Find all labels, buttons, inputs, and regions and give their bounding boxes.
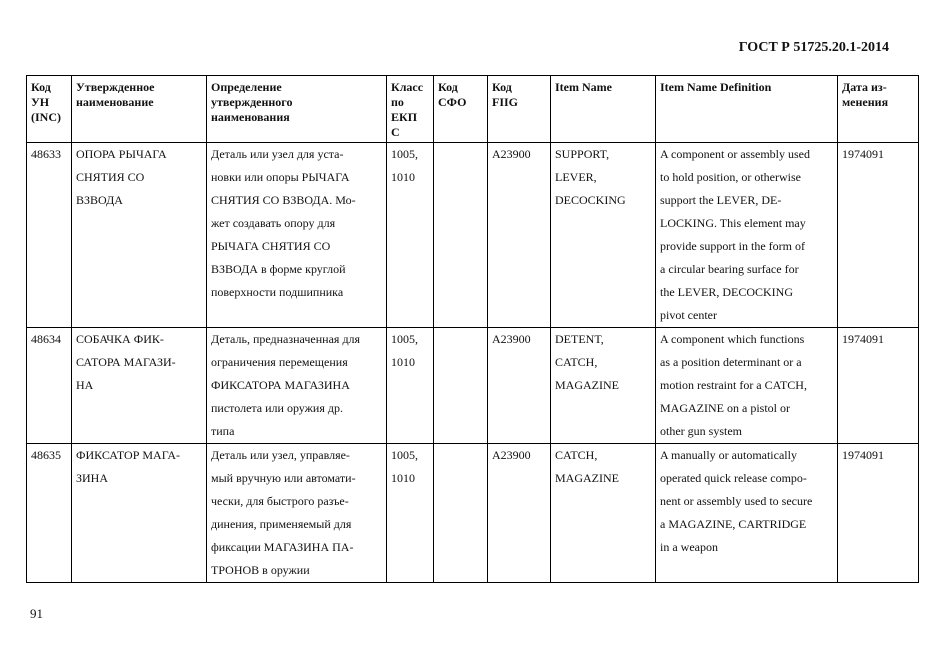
cell-line: support the LEVER, DE- [660,193,782,207]
class-cell [387,143,434,328]
col-approved-name-header [72,76,207,143]
col-definition-header [207,76,387,143]
item-name-cell [551,328,656,444]
header-line: Дата из- [842,80,887,94]
header-line: менения [842,95,889,109]
cell-value: 1974091 [842,448,884,462]
cell-line: 1010 [391,355,415,369]
page-number: 91 [30,606,43,621]
item-name-cell [551,143,656,328]
fiig-cell [488,143,551,328]
col-item-name-header [551,76,656,143]
cell-line: to hold position, or otherwise [660,170,801,184]
header-line: Item Name Definition [660,80,772,94]
cell-line: DETENT, [555,332,604,346]
cell-line: НА [76,378,94,392]
cell-line: in a weapon [660,540,718,554]
sfo-cell [434,143,488,328]
cell-line: operated quick release compo- [660,471,807,485]
inc-cell [27,143,72,328]
cell-line: pivot center [660,308,717,322]
cell-line: мый вручную или автомати- [211,471,356,485]
table-row [27,444,919,583]
cell-value: A23900 [492,147,531,161]
cell-value: 48633 [31,147,61,161]
header-line: С [391,125,400,139]
cell-line: Деталь или узел, управляе- [211,448,350,462]
fiig-cell [488,444,551,583]
document-code: ГОСТ Р 51725.20.1-2014 [738,40,889,55]
cell-line: A component which functions [660,332,805,346]
col-sfo-header [434,76,488,143]
col-change-date-header [838,76,919,143]
change-date-cell [838,143,919,328]
header-line: Утвержденное [76,80,155,94]
sfo-cell [434,328,488,444]
header-line: (INC) [31,110,61,124]
cell-line: MAGAZINE [555,378,619,392]
cell-line: SUPPORT, [555,147,610,161]
cell-line: новки или опоры РЫЧАГА [211,170,350,184]
definition-cell [207,328,387,444]
cell-line: 1005, [391,332,418,346]
sfo-cell [434,444,488,583]
header-line: Определение [211,80,282,94]
cell-line: a MAGAZINE, CARTRIDGE [660,517,807,531]
cell-line: 1010 [391,170,415,184]
table-row [27,328,919,444]
header-line: Класс [391,80,424,94]
cell-line: СНЯТИЯ СО [76,170,145,184]
cell-line: ФИКСАТОРА МАГАЗИНА [211,378,350,392]
cell-line: the LEVER, DECOCKING [660,285,793,299]
catalog-table [26,75,919,583]
cell-line: ВЗВОДА в форме круглой [211,262,346,276]
cell-line: ограничения перемещения [211,355,348,369]
cell-value: 1974091 [842,147,884,161]
cell-line: CATCH, [555,448,598,462]
inc-cell [27,328,72,444]
cell-line: фиксации МАГАЗИНА ПА- [211,540,354,554]
header-line: Item Name [555,80,612,94]
cell-line: типа [211,424,235,438]
cell-line: ЗИНА [76,471,109,485]
cell-line: MAGAZINE [555,471,619,485]
header-line: Код [31,80,51,94]
cell-line: ФИКСАТОР МАГА- [76,448,181,462]
table-row [27,143,919,328]
cell-line: 1005, [391,448,418,462]
cell-line: A component or assembly used [660,147,810,161]
header-line: по [391,95,404,109]
cell-line: СОБАЧКА ФИК- [76,332,164,346]
cell-line: DECOCKING [555,193,626,207]
approved-name-cell [72,328,207,444]
col-inc-header [27,76,72,143]
cell-line: ОПОРА РЫЧАГА [76,147,167,161]
header-line: наименования [211,110,290,124]
cell-line: a circular bearing surface for [660,262,799,276]
cell-value: A23900 [492,332,531,346]
cell-line: пистолета или оружия др. [211,401,343,415]
header-line: УН [31,95,50,109]
header-line: Код [492,80,512,94]
cell-value: 48635 [31,448,61,462]
approved-name-cell [72,143,207,328]
cell-line: жет создавать опору для [211,216,336,230]
item-definition-cell [656,143,838,328]
cell-line: динения, применяемый для [211,517,352,531]
cell-line: 1010 [391,471,415,485]
cell-line: as a position determinant or a [660,355,802,369]
inc-cell [27,444,72,583]
item-definition-cell [656,328,838,444]
cell-line: чески, для быстрого разъе- [211,494,349,508]
col-item-definition-header [656,76,838,143]
cell-line: Деталь или узел для уста- [211,147,344,161]
cell-line: ТРОНОВ в оружии [211,563,310,577]
header-line: СФО [438,95,467,109]
change-date-cell [838,444,919,583]
cell-line: поверхности подшипника [211,285,344,299]
cell-line: LOCKING. This element may [660,216,806,230]
cell-line: MAGAZINE on a pistol or [660,401,790,415]
cell-line: provide support in the form of [660,239,805,253]
cell-value: 48634 [31,332,61,346]
cell-line: Деталь, предназначенная для [211,332,361,346]
cell-line: ВЗВОДА [76,193,123,207]
cell-line: other gun system [660,424,742,438]
cell-line: РЫЧАГА СНЯТИЯ СО [211,239,331,253]
item-name-cell [551,444,656,583]
class-cell [387,444,434,583]
cell-line: СНЯТИЯ СО ВЗВОДА. Мо- [211,193,356,207]
cell-line: LEVER, [555,170,597,184]
header-line: Код [438,80,458,94]
cell-line: motion restraint for a CATCH, [660,378,807,392]
definition-cell [207,143,387,328]
cell-value: A23900 [492,448,531,462]
cell-line: nent or assembly used to secure [660,494,813,508]
fiig-cell [488,328,551,444]
cell-line: CATCH, [555,355,598,369]
cell-line: A manually or automatically [660,448,797,462]
header-line: ЕКП [391,110,418,124]
col-class-header [387,76,434,143]
item-definition-cell [656,444,838,583]
cell-value: 1974091 [842,332,884,346]
approved-name-cell [72,444,207,583]
col-fiig-header [488,76,551,143]
header-line: утвержденного [211,95,293,109]
table-header-row [27,76,919,143]
header-line: FIIG [492,95,519,109]
change-date-cell [838,328,919,444]
cell-line: САТОРА МАГАЗИ- [76,355,176,369]
definition-cell [207,444,387,583]
header-line: наименование [76,95,154,109]
class-cell [387,328,434,444]
cell-line: 1005, [391,147,418,161]
